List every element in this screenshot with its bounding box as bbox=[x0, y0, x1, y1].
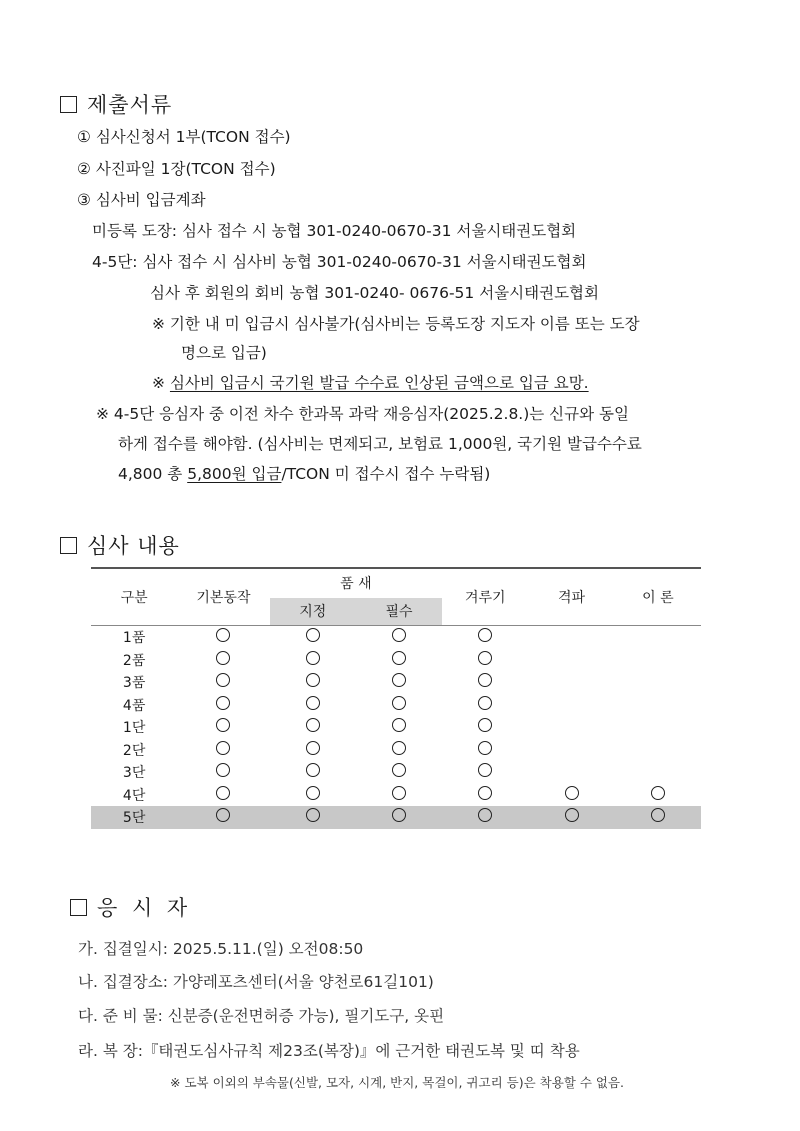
circle-mark-icon bbox=[478, 718, 492, 732]
mark-cell bbox=[615, 694, 701, 717]
circle-mark-icon bbox=[216, 718, 230, 732]
header-gubun: 구분 bbox=[120, 590, 148, 606]
mark-cell bbox=[177, 739, 269, 762]
circle-mark-icon bbox=[478, 763, 492, 777]
account-line-unregistered: 미등록 도장: 심사 접수 시 농협 301-0240-0670-31 서울시태권도협회 bbox=[92, 222, 577, 240]
mark-cell bbox=[615, 649, 701, 672]
account-line-membership: 심사 후 회원의 회비 농협 301-0240- 0676-51 서울시태권도협회 bbox=[150, 284, 599, 302]
circle-mark-icon bbox=[392, 808, 406, 822]
circle-mark-icon bbox=[478, 808, 492, 822]
info-supplies: 다. 준 비 물: 신분증(운전면허증 가능), 필기도구, 옷핀 bbox=[78, 1007, 445, 1025]
header-theory: 이 론 bbox=[642, 590, 674, 606]
circle-mark-icon bbox=[306, 718, 320, 732]
mark-cell bbox=[177, 761, 269, 784]
mark-cell bbox=[356, 739, 442, 762]
row-label: 3단 bbox=[122, 765, 146, 782]
note-deadline: ※ 기한 내 미 입금시 심사불가(심사비는 등록도장 지도자 이름 또는 도장 bbox=[152, 315, 640, 333]
mark-cell bbox=[356, 671, 442, 694]
circle-mark-icon bbox=[216, 651, 230, 665]
mark-cell bbox=[442, 761, 528, 784]
exam-content-table bbox=[91, 567, 701, 829]
circle-mark-icon bbox=[651, 786, 665, 800]
mark-cell bbox=[356, 806, 442, 829]
circle-mark-icon bbox=[216, 741, 230, 755]
table-row bbox=[91, 626, 701, 649]
circle-mark-icon bbox=[392, 786, 406, 800]
mark-cell bbox=[615, 806, 701, 829]
circle-mark-icon bbox=[478, 673, 492, 687]
mark-cell bbox=[615, 784, 701, 807]
info-assembly-place: 나. 집결장소: 가양레포츠센터(서울 양천로61길101) bbox=[78, 973, 434, 991]
mark-cell bbox=[442, 694, 528, 717]
table-row bbox=[91, 716, 701, 739]
circle-mark-icon bbox=[392, 696, 406, 710]
circle-mark-icon bbox=[216, 786, 230, 800]
row-label: 3품 bbox=[122, 675, 146, 692]
section-heading-exam-content: 심사 내용 bbox=[60, 530, 180, 560]
row-label: 2품 bbox=[122, 652, 146, 669]
mark-cell bbox=[442, 716, 528, 739]
info-attire: 라. 복 장:『태권도심사규칙 제23조(복장)』에 근거한 태권도복 및 띠 착용 bbox=[78, 1042, 580, 1060]
mark-cell bbox=[270, 806, 356, 829]
mark-cell bbox=[177, 671, 269, 694]
circle-mark-icon bbox=[392, 673, 406, 687]
mark-cell bbox=[442, 626, 528, 649]
table-row bbox=[91, 649, 701, 672]
mark-cell bbox=[356, 694, 442, 717]
circle-mark-icon bbox=[216, 808, 230, 822]
note-attire: ※ 도복 이외의 부속물(신발, 모자, 시계, 반지, 목걸이, 귀고리 등)은 착용할 수 없음. bbox=[170, 1075, 624, 1090]
mark-cell bbox=[270, 649, 356, 672]
mark-cell bbox=[177, 716, 269, 739]
note-reapplicant-cont: 하게 접수를 해야함. (심사비는 면제되고, 보험료 1,000원, 국기원 발급수수료 bbox=[118, 435, 642, 453]
checkbox-square-icon bbox=[60, 537, 77, 554]
mark-cell bbox=[177, 649, 269, 672]
mark-cell bbox=[270, 694, 356, 717]
mark-cell bbox=[270, 716, 356, 739]
mark-cell bbox=[177, 784, 269, 807]
circle-mark-icon bbox=[565, 786, 579, 800]
row-label: 1품 bbox=[122, 630, 146, 647]
mark-cell bbox=[615, 716, 701, 739]
circle-mark-icon bbox=[306, 628, 320, 642]
circle-mark-icon bbox=[478, 786, 492, 800]
mark-cell bbox=[177, 806, 269, 829]
mark-cell bbox=[270, 739, 356, 762]
circle-mark-icon bbox=[392, 651, 406, 665]
circle-mark-icon bbox=[216, 763, 230, 777]
row-label: 1단 bbox=[122, 720, 146, 737]
mark-cell bbox=[528, 806, 614, 829]
section-heading-documents: 제출서류 bbox=[60, 89, 172, 119]
table-row bbox=[91, 694, 701, 717]
mark-cell bbox=[528, 694, 614, 717]
header-breaking: 격파 bbox=[558, 590, 586, 606]
circle-mark-icon bbox=[306, 786, 320, 800]
mark-cell bbox=[356, 761, 442, 784]
circle-mark-icon bbox=[392, 628, 406, 642]
header-required: 필수 bbox=[356, 598, 442, 626]
row-label: 5단 bbox=[122, 810, 146, 827]
mark-cell bbox=[615, 739, 701, 762]
note-deadline-cont: 명으로 입금) bbox=[181, 344, 267, 362]
mark-cell bbox=[528, 671, 614, 694]
circle-mark-icon bbox=[306, 741, 320, 755]
note-reapplicant-total: 4,800 총 5,800원 입금/TCON 미 접수시 접수 누락됨) bbox=[118, 465, 491, 483]
circle-mark-icon bbox=[478, 696, 492, 710]
list-item: ③ 심사비 입금계좌 bbox=[77, 191, 206, 209]
header-basic: 기본동작 bbox=[196, 590, 251, 606]
mark-cell bbox=[270, 626, 356, 649]
circle-mark-icon bbox=[565, 808, 579, 822]
mark-cell bbox=[270, 761, 356, 784]
note-reapplicant: ※ 4-5단 응심자 중 이전 차수 한과목 과락 재응심자(2025.2.8.)는 신규와 동일 bbox=[96, 405, 629, 423]
mark-cell bbox=[442, 739, 528, 762]
circle-mark-icon bbox=[392, 763, 406, 777]
list-item: ② 사진파일 1장(TCON 접수) bbox=[77, 160, 276, 178]
circle-mark-icon bbox=[651, 808, 665, 822]
circle-mark-icon bbox=[306, 808, 320, 822]
mark-cell bbox=[442, 784, 528, 807]
mark-cell bbox=[356, 716, 442, 739]
checkbox-square-icon bbox=[60, 96, 77, 113]
circle-mark-icon bbox=[216, 696, 230, 710]
mark-cell bbox=[528, 716, 614, 739]
mark-cell bbox=[442, 806, 528, 829]
table-row bbox=[91, 739, 701, 762]
mark-cell bbox=[356, 649, 442, 672]
row-label: 2단 bbox=[122, 742, 146, 759]
header-poomsae: 품 새 bbox=[340, 576, 372, 593]
mark-cell bbox=[528, 784, 614, 807]
row-label: 4품 bbox=[122, 697, 146, 714]
header-sparring: 겨루기 bbox=[464, 590, 506, 606]
mark-cell bbox=[528, 649, 614, 672]
circle-mark-icon bbox=[306, 763, 320, 777]
list-item: ① 심사신청서 1부(TCON 접수) bbox=[77, 128, 291, 146]
checkbox-square-icon bbox=[70, 899, 87, 916]
mark-cell bbox=[270, 784, 356, 807]
table-row bbox=[91, 806, 701, 829]
mark-cell bbox=[615, 761, 701, 784]
table-row bbox=[91, 784, 701, 807]
mark-cell bbox=[356, 784, 442, 807]
circle-mark-icon bbox=[216, 628, 230, 642]
circle-mark-icon bbox=[392, 718, 406, 732]
mark-cell bbox=[177, 626, 269, 649]
row-label: 4단 bbox=[122, 787, 146, 804]
mark-cell bbox=[615, 671, 701, 694]
mark-cell bbox=[615, 626, 701, 649]
table-row bbox=[91, 761, 701, 784]
mark-cell bbox=[356, 626, 442, 649]
circle-mark-icon bbox=[306, 696, 320, 710]
circle-mark-icon bbox=[392, 741, 406, 755]
circle-mark-icon bbox=[216, 673, 230, 687]
circle-mark-icon bbox=[306, 651, 320, 665]
note-fee-increase: ※ 심사비 입금시 국기원 발급 수수료 인상된 금액으로 입금 요망. bbox=[152, 374, 589, 392]
mark-cell bbox=[177, 694, 269, 717]
circle-mark-icon bbox=[306, 673, 320, 687]
mark-cell bbox=[270, 671, 356, 694]
mark-cell bbox=[442, 649, 528, 672]
header-designated: 지정 bbox=[270, 598, 356, 626]
mark-cell bbox=[528, 626, 614, 649]
mark-cell bbox=[528, 761, 614, 784]
info-assembly-time: 가. 집결일시: 2025.5.11.(일) 오전08:50 bbox=[78, 940, 364, 958]
table-row bbox=[91, 671, 701, 694]
section-heading-applicant: 응 시 자 bbox=[70, 892, 191, 922]
circle-mark-icon bbox=[478, 651, 492, 665]
mark-cell bbox=[442, 671, 528, 694]
mark-cell bbox=[528, 739, 614, 762]
circle-mark-icon bbox=[478, 741, 492, 755]
circle-mark-icon bbox=[478, 628, 492, 642]
account-line-45dan: 4-5단: 심사 접수 시 심사비 농협 301-0240-0670-31 서울시태권도협회 bbox=[92, 253, 587, 271]
